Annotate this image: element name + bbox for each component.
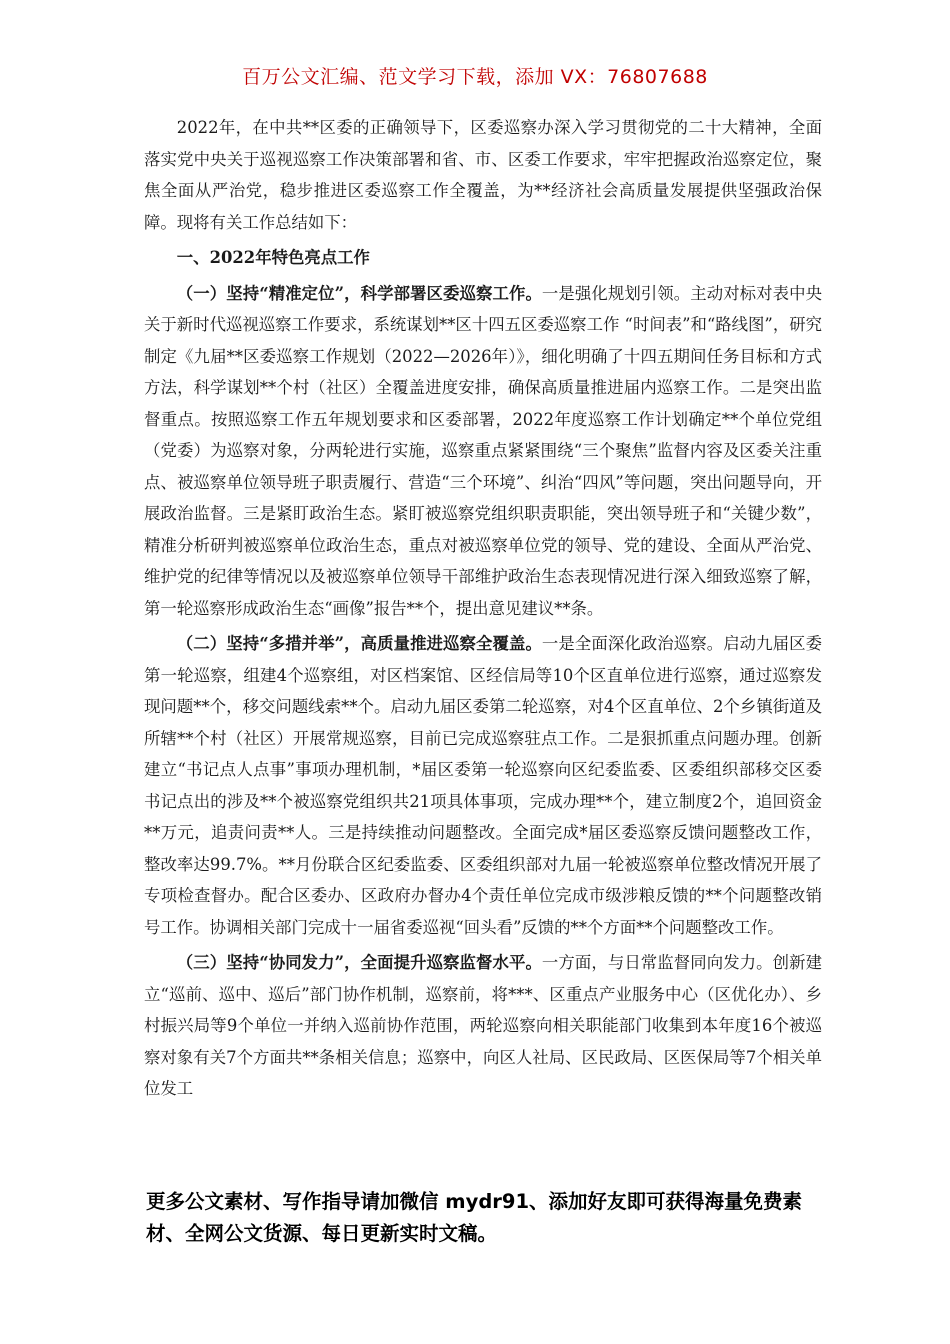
section-2-lead: （二）坚持“多措并举”，高质量推进巡察全覆盖。 [176, 634, 542, 653]
section-1-paragraph [144, 278, 822, 625]
promo-header: 百万公文汇编、范文学习下载，添加 VX：76807688 [242, 66, 708, 88]
intro-paragraph: 2022年，在中共**区委的正确领导下，区委巡察办深入学习贯彻党的二十大精神，全面落实党中央关于巡视巡察工作决策部署和省、市、区委工作要求，牢牢把握政治巡察定位，聚焦全面从严治党，稳步推进区委巡察工作全覆盖，为**经济社会高质量发展提供坚强政治保障。现将有关工作总结如下： [144, 118, 822, 232]
section-1-body: 一是强化规划引领。主动对标对表中央关于新时代巡视巡察工作要求，系统谋划**区十四五区委巡察工作 “时间表”和“路线图”，研究制定《九届**区委巡察工作规划（2022—2026年）》，细化明确了十四五期间任务目标和方式方法，科学谋划**个村（社区）全覆盖进度安排，确保高质量推进届内巡察工作。二是突出监督重点。按照巡察工作五年规划要求和区委部署，2022年度巡察工作计划确定**个单位党组（党委）为巡察对象，分两轮进行实施，巡察重点紧紧围绕“三个聚焦”监督内容及区委关注重点、被巡察单位领导班子职责履行、营造“三个环境”、纠治“四风”等问题，突出问题导向，开展政治监督。三是紧盯政治生态。紧盯被巡察党组织职责职能，突出领导班子和“关键少数”，精准分析研判被巡察单位政治生态，重点对被巡察单位党的领导、党的建设、全面从严治党、维护党的纪律等情况以及被巡察单位领导干部维护政治生态表现情况进行深入细致巡察了解，第一轮巡察形成政治生态“画像”报告**个，提出意见建议**条。 [144, 283, 822, 618]
promo-footer: 更多公文素材、写作指导请加微信 mydr91、添加好友即可获得海量免费素材、全网公文货源、每日更新实时文稿。 [146, 1190, 803, 1245]
section-2-paragraph [144, 628, 822, 943]
section-heading: 一、2022年特色亮点工作 [176, 248, 370, 267]
section-1-lead: （一）坚持“精准定位”，科学部署区委巡察工作。 [176, 283, 542, 303]
section-3-paragraph [144, 947, 822, 1105]
section-3-lead: （三）坚持“协同发力”，全面提升巡察监督水平。 [176, 953, 542, 972]
document-body [144, 112, 822, 1105]
section-3-body: 一方面，与日常监督同向发力。创新建立“巡前、巡中、巡后”部门协作机制，巡察前，将***、区重点产业服务中心（区优化办）、乡村振兴局等9个单位一并纳入巡前协作范围，两轮巡察向相关职能部门收集到本年度16个被巡察对象有关7个方面共**条相关信息；巡察中，向区人社局、区民政局、区医保局等7个相关单位发工 [144, 953, 822, 1098]
section-2-body: 一是全面深化政治巡察。启动九届区委第一轮巡察，组建4个巡察组，对区档案馆、区经信局等10个区直单位进行巡察，通过巡察发现问题**个，移交问题线索**个。启动九届区委第二轮巡察，对4个区直单位、2个乡镇街道及所辖**个村（社区）开展常规巡察，目前已完成巡察驻点工作。二是狠抓重点问题办理。创新建立“书记点人点事”事项办理机制，*届区委第一轮巡察向区纪委监委、区委组织部移交区委书记点出的涉及**个被巡察党组织共21项具体事项，完成办理**个，建立制度2个，追回资金**万元，追责问责**人。三是持续推动问题整改。全面完成*届区委巡察反馈问题整改工作，整改率达99.7%。**月份联合区纪委监委、区委组织部对九届一轮被巡察单位整改情况开展了专项检查督办。配合区委办、区政府办督办4个责任单位完成市级涉粮反馈的**个问题整改销号工作。协调相关部门完成十一届省委巡视“回头看”反馈的**个方面**个问题整改工作。 [144, 634, 822, 937]
